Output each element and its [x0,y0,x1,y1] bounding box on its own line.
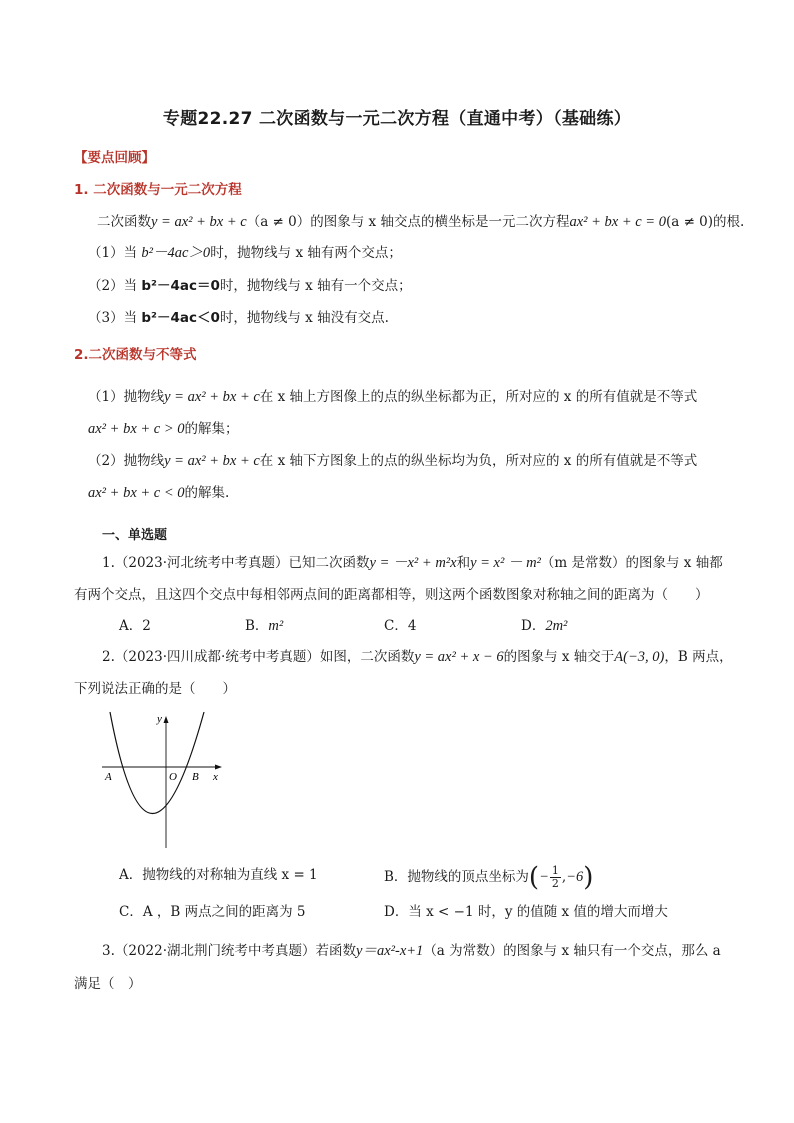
case-2-num: （2）当 [88,278,138,294]
question-3-line-1 [102,941,721,961]
q2-text-a: 2.（2023·四川成都·统考中考真题）如图，二次函数 [102,649,415,665]
q3-text-b: （a 为常数）的图象与 x 轴只有一个交点，那么 a [423,943,721,959]
intro-equation-1: y = ax² + bx + c [151,214,247,230]
ineq1-text-c: 的解集； [184,421,239,437]
case-1-expr: b²－4ac＞0 [141,245,211,261]
inequality-2-line-2 [88,483,229,503]
case-3-num: （3）当 [88,310,138,326]
intro-text-b: 的图象与 x 轴交点的横坐标是一元二次方程 [310,214,570,230]
vertex-y: −6 [566,869,584,885]
origin-label: O [169,771,177,783]
ineq1-inequality: ax² + bx + c > 0 [88,421,185,437]
parabola-figure [100,708,230,856]
intro-condition-2: (a ≠ 0) [665,214,714,230]
question-3-line-2: 满足（ ） [74,976,142,992]
intro-condition-1: （a ≠ 0） [246,214,311,230]
q1-option-a[interactable] [119,616,151,636]
parabola-curve [110,712,204,814]
option-text: m² [268,618,284,634]
q3-equation: y＝ax²-x+1 [356,943,424,959]
case-3-text: 时，抛物线与 x 轴没有交点. [219,310,389,326]
y-axis-label: y [157,713,162,725]
section-2-title: 2.二次函数与不等式 [74,347,197,363]
q2-point-a: A(−3, 0) [614,649,665,665]
q1-equation-1: y = －x² + m²x [369,555,457,571]
q1-option-c[interactable] [384,616,416,636]
case-2-text: 时，抛物线与 x 轴有一个交点； [219,278,412,294]
option-text: 4 [407,618,417,634]
option-label: B． [384,869,408,885]
option-text: 抛物线的对称轴为直线 x = 1 [142,867,318,883]
q3-text-a: 3.（2022·湖北荆门统考中考真题）若函数 [102,943,357,959]
q1-option-b[interactable] [245,616,283,636]
option-label: C． [119,904,143,920]
option-text: 2 [142,618,151,634]
q2-option-a[interactable] [119,865,318,885]
y-axis-arrow [164,716,169,723]
case-3 [88,308,389,328]
q2-option-d[interactable] [384,902,668,922]
point-b-label: B [192,771,199,783]
case-1 [88,243,402,263]
inequality-2-line-1 [88,451,697,471]
option-text: A ，B 两点之间的距离为 5 [142,904,306,920]
section-single-choice: 一、单选题 [102,528,168,543]
question-2-line-1 [102,647,733,667]
x-axis-arrow [215,765,222,770]
q2-text-b: 的图象与 x 轴交于 [503,649,615,665]
option-label: C． [384,618,408,634]
point-a-label: A [105,771,112,783]
inequality-1-line-1 [88,387,697,407]
q1-text-a: 1.（2023·河北统考中考真题）已知二次函数 [102,555,370,571]
ineq2-text-a: （2）抛物线 [88,453,165,469]
ineq1-equation: y = ax² + bx + c [164,389,260,405]
case-2 [88,276,412,296]
ineq2-text-b: 在 x 轴下方图象上的点的纵坐标均为负，所对应的 x 的所有值就是不等式 [259,453,698,469]
option-label: D． [384,904,409,920]
q1-option-d[interactable] [521,616,567,636]
option-label: A． [119,867,143,883]
q1-equation-2: y = x² － m² [470,555,541,571]
ineq1-text-b: 在 x 轴上方图像上的点的纵坐标都为正，所对应的 x 的所有值就是不等式 [259,389,698,405]
intro-text-a: 二次函数 [97,214,151,230]
ineq2-equation: y = ax² + bx + c [164,453,260,469]
q1-and: 和 [456,555,471,571]
right-paren: ) [583,862,594,893]
inequality-1-line-2 [88,419,239,439]
page-title: 专题22.27 二次函数与一元二次方程（直通中考）（基础练） [162,109,632,129]
fraction-denominator: 2 [551,877,559,890]
ineq2-text-c: 的解集. [184,485,230,501]
case-1-text: 时，抛物线与 x 轴有两个交点； [210,245,402,261]
intro-text-c: 的根. [713,214,745,230]
x-axis-label: x [213,771,218,783]
ineq1-text-a: （1）抛物线 [88,389,165,405]
q2-option-c[interactable] [119,902,305,922]
case-2-expr: b²－4ac＝0 [141,278,220,294]
ineq2-inequality: ax² + bx + c < 0 [88,485,185,501]
question-2-line-2: 下列说法正确的是（ ） [74,681,236,697]
option-text: 2m² [545,618,568,634]
option-label: B． [245,618,269,634]
option-label: D． [521,618,546,634]
minus-sign: − [539,869,549,885]
case-3-expr: b²－4ac＜0 [141,310,220,326]
q1-text-b: （m 是常数）的图象与 x 轴都 [540,555,723,571]
question-1-line-2: 有两个交点，且这四个交点中每相邻两点间的距离都相等，则这两个函数图象对称轴之间的距离为（ ） [74,587,709,603]
option-text: 当 x < −1 时，y 的值随 x 值的增大而增大 [408,904,668,920]
question-1-line-1 [102,553,723,573]
fraction-numerator: 1 [551,864,559,877]
option-label: A． [119,618,143,634]
left-paren: ( [528,862,540,893]
q2-option-b[interactable]: B．抛物线的顶点坐标为(− $\frac{1}{2}$ ,−6) [384,862,594,893]
q2-equation: y = ax² + x − 6 [414,649,504,665]
section-1-title: 1. 二次函数与一元二次方程 [74,182,242,198]
option-text: 抛物线的顶点坐标为 [407,869,529,885]
q2-text-c: ，B 两点， [664,649,733,665]
section-1-intro [97,212,744,232]
fraction [550,865,561,890]
intro-equation-2: ax² + bx + c = 0 [569,214,666,230]
case-1-num: （1）当 [88,245,138,261]
review-heading: 【要点回顾】 [74,150,155,166]
